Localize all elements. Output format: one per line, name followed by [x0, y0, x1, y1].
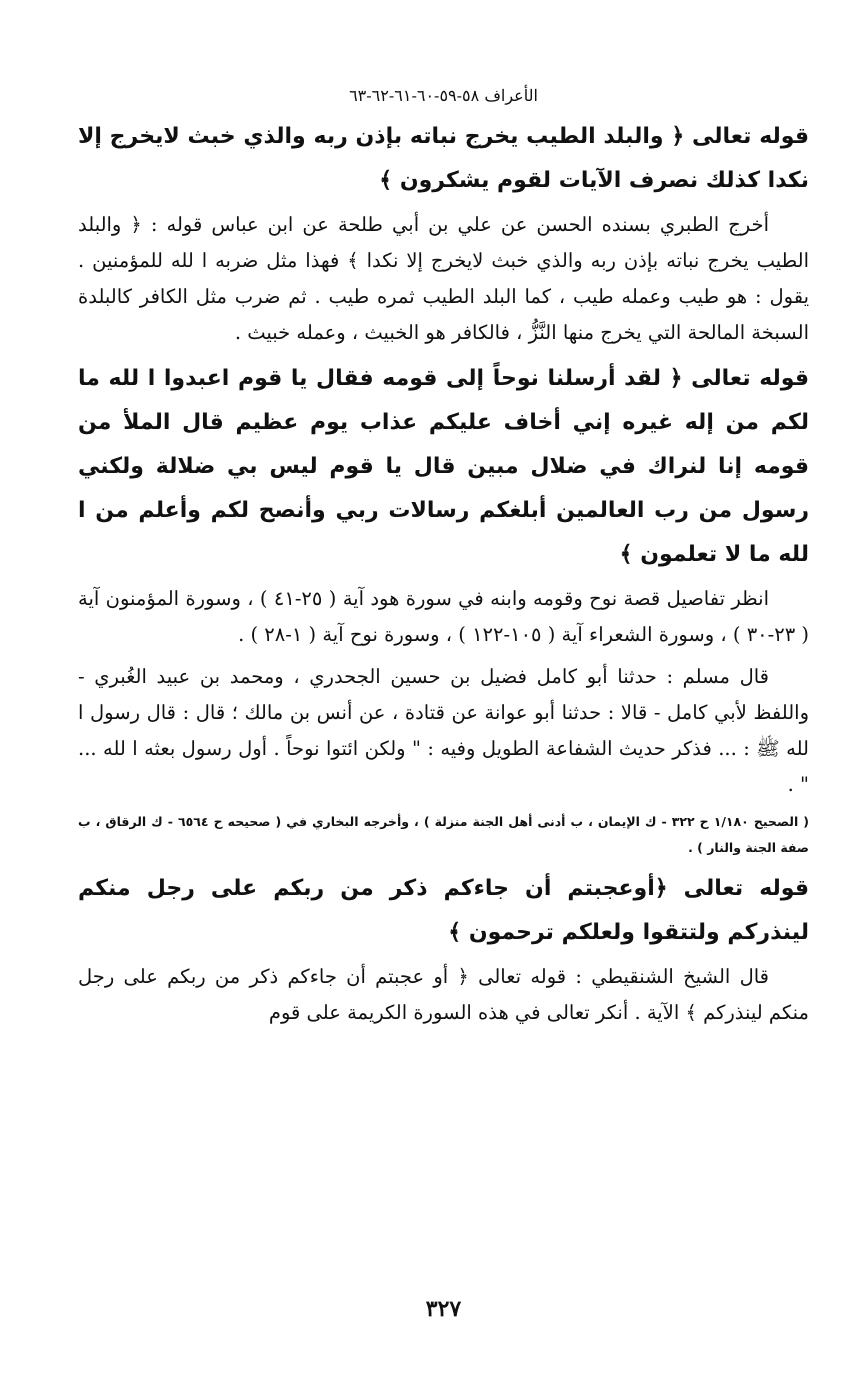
- commentary-paragraph-4: قال الشيخ الشنقيطي : قوله تعالى ﴿ أو عجبتم أن جاءكم ذكر من ربكم على رجل منكم لينذركم ﴾ الآية . أنكر تعالى في هذه السورة الكريمة على قوم: [78, 965, 809, 1024]
- commentary-paragraph-1: أخرج الطبري بسنده الحسن عن علي بن أبي طلحة عن ابن عباس قوله : ﴿ والبلد الطيب يخرج نباته بإذن ربه والذي خبث لايخرج إلا نكدا ﴾ فهذا مثل ضربه ا لله للمؤمنين . يقول : هو طيب وعمله طيب ، كما البلد الطيب ثمره طيب . ثم ضرب مثل الكافر كالبلدة السبخة المالحة التي يخرج منها النَّزُّ ، فالكافر هو الخبيث ، وعمله خبيث .: [78, 213, 809, 344]
- commentary-paragraph-2: انظر تفاصيل قصة نوح وقومه وابنه في سورة هود آية ( ٢٥-٤١ ) ، وسورة المؤمنون آية ( ٢٣-٣٠ ) ، وسورة الشعراء آية ( ١٠٥-١٢٢ ) ، وسورة نوح آية ( ١-٢٨ ) .: [78, 587, 809, 646]
- book-page: [78, 86, 809, 1391]
- hadith-reference: ( الصحيح ١/١٨٠ ح ٣٢٢ - ك الإيمان ، ب أدنى أهل الجنة منزلة ) ، وأخرجه البخاري في ( صحيحه ح ٦٥٦٤ - ك الرقاق ، ب صفة الجنة والنار ) .: [78, 814, 809, 855]
- verse-heading-2: قوله تعالى ﴿ لقد أرسلنا نوحاً إلى قومه فقال يا قوم اعبدوا ا لله ما لكم من إله غيره إني أخاف عليكم عذاب يوم عظيم قال الملأ من قومه إنا لنراك في ضلال مبين قال يا قوم ليس بي ضلالة ولكني رسول من رب العالمين أبلغكم رسالات ربي وأنصح لكم وأعلم من ا لله ما لا تعلمون ﴾: [78, 366, 809, 567]
- commentary-paragraph-3: قال مسلم : حدثنا أبو كامل فضيل بن حسين الجحدري ، ومحمد بن عبيد الغُبري - واللفظ لأبي كامل - قالا : حدثنا أبو عوانة عن قتادة ، عن أنس بن مالك ؛ قال : قال رسول ا لله ﷺ : ... فذكر حديث الشفاعة الطويل وفيه : " ولكن ائتوا نوحاً . أول رسول بعثه ا لله ... " .: [78, 665, 809, 796]
- page-number: ٣٢٧: [425, 1296, 462, 1322]
- verse-heading-3: قوله تعالى ﴿أوعجبتم أن جاءكم ذكر من ربكم على رجل منكم لينذركم ولتتقوا ولعلكم ترحمون ﴾: [78, 876, 809, 945]
- running-header: الأعراف ٥٨-٥٩-٦٠-٦١-٦٢-٦٣: [349, 86, 538, 105]
- verse-heading-1: قوله تعالى ﴿ والبلد الطيب يخرج نباته بإذن ربه والذي خبث لايخرج إلا نكدا كذلك نصرف الآيات لقوم يشكرون ﴾: [78, 124, 809, 193]
